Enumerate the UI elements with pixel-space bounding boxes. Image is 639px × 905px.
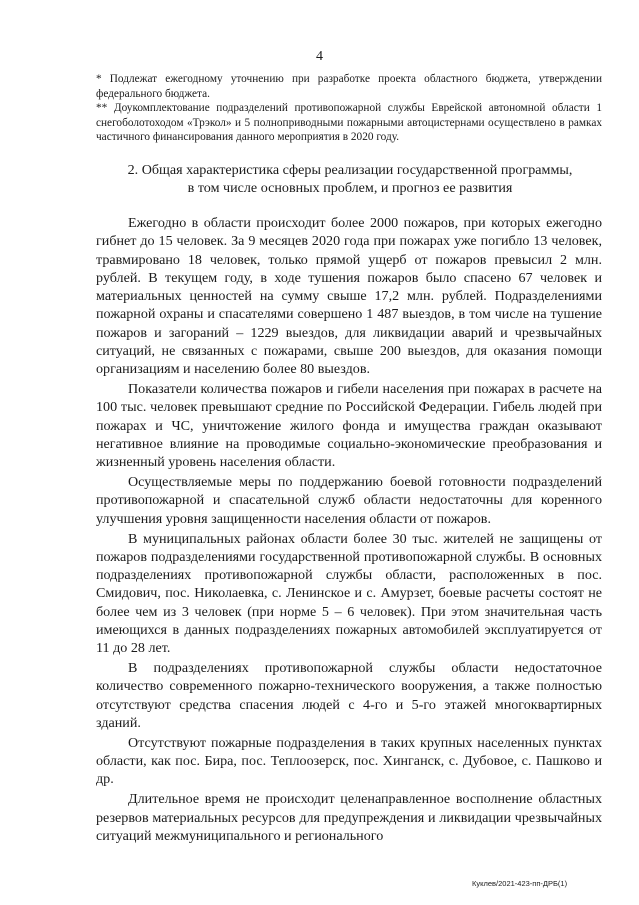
paragraph-4: В муниципальных районах области более 30 тыс. жителей не защищены от пожаров подразделениями государственной противопожарной службы. В основных подразделениях противопожарной службы области, расположенных в пос. Смидович, пос. Николаевка, с. Ленинское и с. Амурзет, боевые расчеты состоят не более чем из 3 человек (при норме 5 – 6 человек). При этом значительная часть имеющихся в данных подразделениях пожарных автомобилей эксплуатируется от 11 до 28 лет.	[96, 530, 602, 657]
paragraph-3: Осуществляемые меры по поддержанию боевой готовности подразделений противопожарной и спасательной служб области недостаточны для коренного улучшения уровня защищенности населения области от пожаров.	[96, 474, 602, 527]
document-stamp: Куклев/2021-423-пп-ДРБ(1)	[472, 879, 568, 888]
section-heading-line-1: 2. Общая характеристика сферы реализации государственной программы,	[127, 162, 573, 178]
footnote-2: ** Доукомплектование подразделений противопожарной службы Еврейской автономной области 1 снегоболотоходом «Трэкол» и 5 полноприводными пожарными автоцистернами осуществлено в рамках частичного финансирования данного мероприятия в 2020 году.	[96, 102, 602, 144]
paragraph-5: В подразделениях противопожарной службы области недостаточное количество современного пожарно-технического вооружения, а также полностью отсутствуют средства спасения людей с 4-го и 5-го этажей многоквартирных зданий.	[96, 660, 602, 732]
paragraph-2: Показатели количества пожаров и гибели населения при пожарах в расчете на 100 тыс. человек превышают средние по Российской Федерации. Гибель людей при пожарах и ЧС, уничтожение жилого фонда и имущества граждан оказывают негативное влияние на проводимые социально-экономические преобразования и жизненный уровень населения области.	[96, 381, 602, 471]
paragraph-1: Ежегодно в области происходит более 2000 пожаров, при которых ежегодно гибнет до 15 человек. За 9 месяцев 2020 года при пожарах уже погибло 13 человек, травмировано 18 человек, только прямой ущерб от пожаров превысил 2 млн. рублей. В текущем году, в ходе тушения пожаров было спасено 67 человек и материальных ценностей на сумму свыше 17,2 млн. рублей. Подразделениями пожарной охраны и спасателями совершено 1 487 выездов, в том числе на тушение пожаров и загораний – 1229 выездов, для ликвидации аварий и чрезвычайных ситуаций, не связанных с пожарами, свыше 200 выездов, для оказания помощи организациям и населению более 80 выездов.	[96, 215, 602, 378]
section-heading	[100, 162, 600, 197]
footnote-1: * Подлежат ежегодному уточнению при разработке проекта областного бюджета, утверждении федерального бюджета.	[96, 73, 602, 100]
section-heading-line-2: в том числе основных проблем, и прогноз ее развития	[187, 179, 513, 196]
paragraph-6: Отсутствуют пожарные подразделения в таких крупных населенных пунктах области, как пос. Бира, пос. Теплоозерск, пос. Хинганск, с. Дубовое, с. Пашково и др.	[96, 734, 602, 788]
footnotes	[96, 72, 602, 145]
body-text	[96, 214, 602, 847]
paragraph-7: Длительное время не происходит целенаправленное восполнение областных резервов материальных ресурсов для предупреждения и ликвидации чрезвычайных ситуаций межмуниципального и регионального	[96, 791, 602, 844]
page-number: 4	[316, 49, 323, 64]
